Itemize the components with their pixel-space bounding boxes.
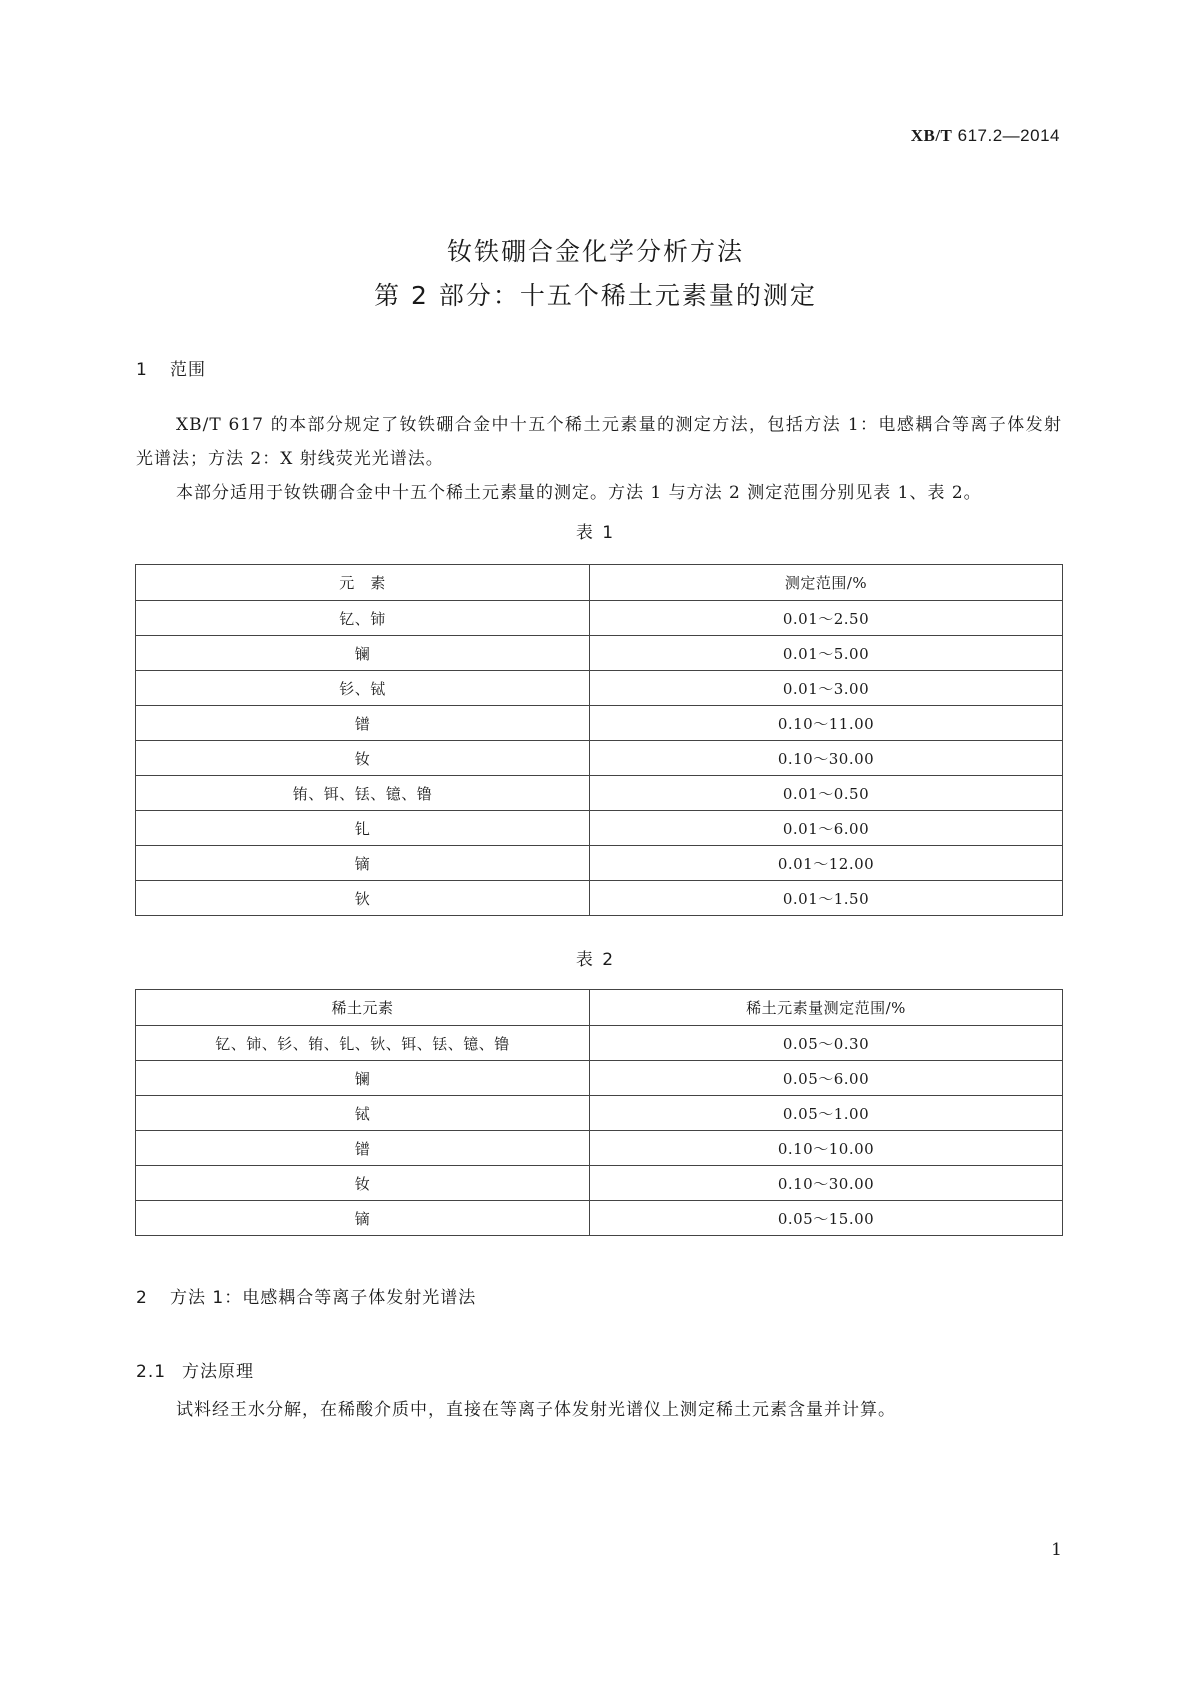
element-cell: 铕、铒、铥、镱、镥: [136, 776, 590, 811]
table-row: [136, 1061, 1063, 1096]
element-cell: 镨: [136, 1131, 590, 1166]
range-cell: 0.05～6.00: [590, 1061, 1063, 1096]
table-row: [136, 741, 1063, 776]
element-cell: 钕: [136, 741, 590, 776]
table-1: [135, 564, 1063, 916]
range-cell: 0.05～0.30: [590, 1026, 1063, 1061]
column-header: 稀土元素: [136, 990, 590, 1026]
element-cell: 镧: [136, 1061, 590, 1096]
section-2-heading: [136, 1283, 476, 1308]
element-cell: 钕: [136, 1166, 590, 1201]
method-principle-paragraph: 试料经王水分解，在稀酸介质中，直接在等离子体发射光谱仪上测定稀土元素含量并计算。: [176, 1400, 896, 1420]
element-cell: 钬: [136, 881, 590, 916]
standard-code: XB/T 617.2—2014: [910, 126, 1060, 145]
element-cell: 镝: [136, 846, 590, 881]
section-number: 1: [136, 360, 148, 380]
element-cell: 镝: [136, 1201, 590, 1236]
range-cell: 0.10～11.00: [590, 706, 1063, 741]
table-row: [136, 881, 1063, 916]
document-subtitle: 第 2 部分：十五个稀土元素量的测定: [374, 281, 817, 310]
range-cell: 0.10～30.00: [590, 741, 1063, 776]
section-number: 2.1: [136, 1362, 167, 1382]
range-cell: 0.01～2.50: [590, 601, 1063, 636]
table-header-row: [136, 990, 1063, 1026]
range-cell: 0.10～10.00: [590, 1131, 1063, 1166]
column-header: 测定范围/%: [590, 565, 1063, 601]
table-row: [136, 1201, 1063, 1236]
table-row: [136, 1166, 1063, 1201]
page-number: 1: [1051, 1540, 1062, 1560]
section-title: 范围: [170, 360, 206, 380]
element-cell: 钇、铈、钐、铕、钆、钬、铒、铥、镱、镥: [136, 1026, 590, 1061]
range-cell: 0.01～1.50: [590, 881, 1063, 916]
document-title: 钕铁硼合金化学分析方法: [446, 237, 744, 266]
element-cell: 钇、铈: [136, 601, 590, 636]
table-row: [136, 706, 1063, 741]
table-row: [136, 671, 1063, 706]
table-row: [136, 1131, 1063, 1166]
table-header-row: [136, 565, 1063, 601]
section-title: 方法 1：电感耦合等离子体发射光谱法: [170, 1288, 477, 1308]
range-cell: 0.01～0.50: [590, 776, 1063, 811]
section-title: 方法原理: [182, 1362, 254, 1382]
range-cell: 0.01～12.00: [590, 846, 1063, 881]
scope-paragraph-2: 本部分适用于钕铁硼合金中十五个稀土元素量的测定。方法 1 与方法 2 测定范围分别见表 1、表 2。: [176, 483, 982, 503]
table-1-caption: 表 1: [575, 523, 616, 543]
element-cell: 铽: [136, 1096, 590, 1131]
range-cell: 0.05～1.00: [590, 1096, 1063, 1131]
table-row: [136, 636, 1063, 671]
range-cell: 0.01～3.00: [590, 671, 1063, 706]
table-row: [136, 811, 1063, 846]
table-2: [135, 989, 1063, 1236]
range-cell: 0.01～6.00: [590, 811, 1063, 846]
range-cell: 0.05～15.00: [590, 1201, 1063, 1236]
section-2-1-heading: [136, 1357, 254, 1382]
element-cell: 钆: [136, 811, 590, 846]
table-row: [136, 1096, 1063, 1131]
column-header: 元 素: [136, 565, 590, 601]
table-2-caption: 表 2: [575, 950, 616, 970]
section-number: 2: [136, 1288, 148, 1308]
element-cell: 镧: [136, 636, 590, 671]
table-row: [136, 776, 1063, 811]
table-row: [136, 601, 1063, 636]
range-cell: 0.10～30.00: [590, 1166, 1063, 1201]
section-1-heading: [136, 355, 206, 380]
element-cell: 钐、铽: [136, 671, 590, 706]
range-cell: 0.01～5.00: [590, 636, 1063, 671]
table-row: [136, 1026, 1063, 1061]
element-cell: 镨: [136, 706, 590, 741]
table-row: [136, 846, 1063, 881]
column-header: 稀土元素量测定范围/%: [590, 990, 1063, 1026]
scope-paragraph-1: XB/T 617 的本部分规定了钕铁硼合金中十五个稀土元素量的测定方法，包括方法 1：电感耦合等离子体发射光谱法；方法 2：X 射线荧光光谱法。: [136, 415, 1062, 469]
